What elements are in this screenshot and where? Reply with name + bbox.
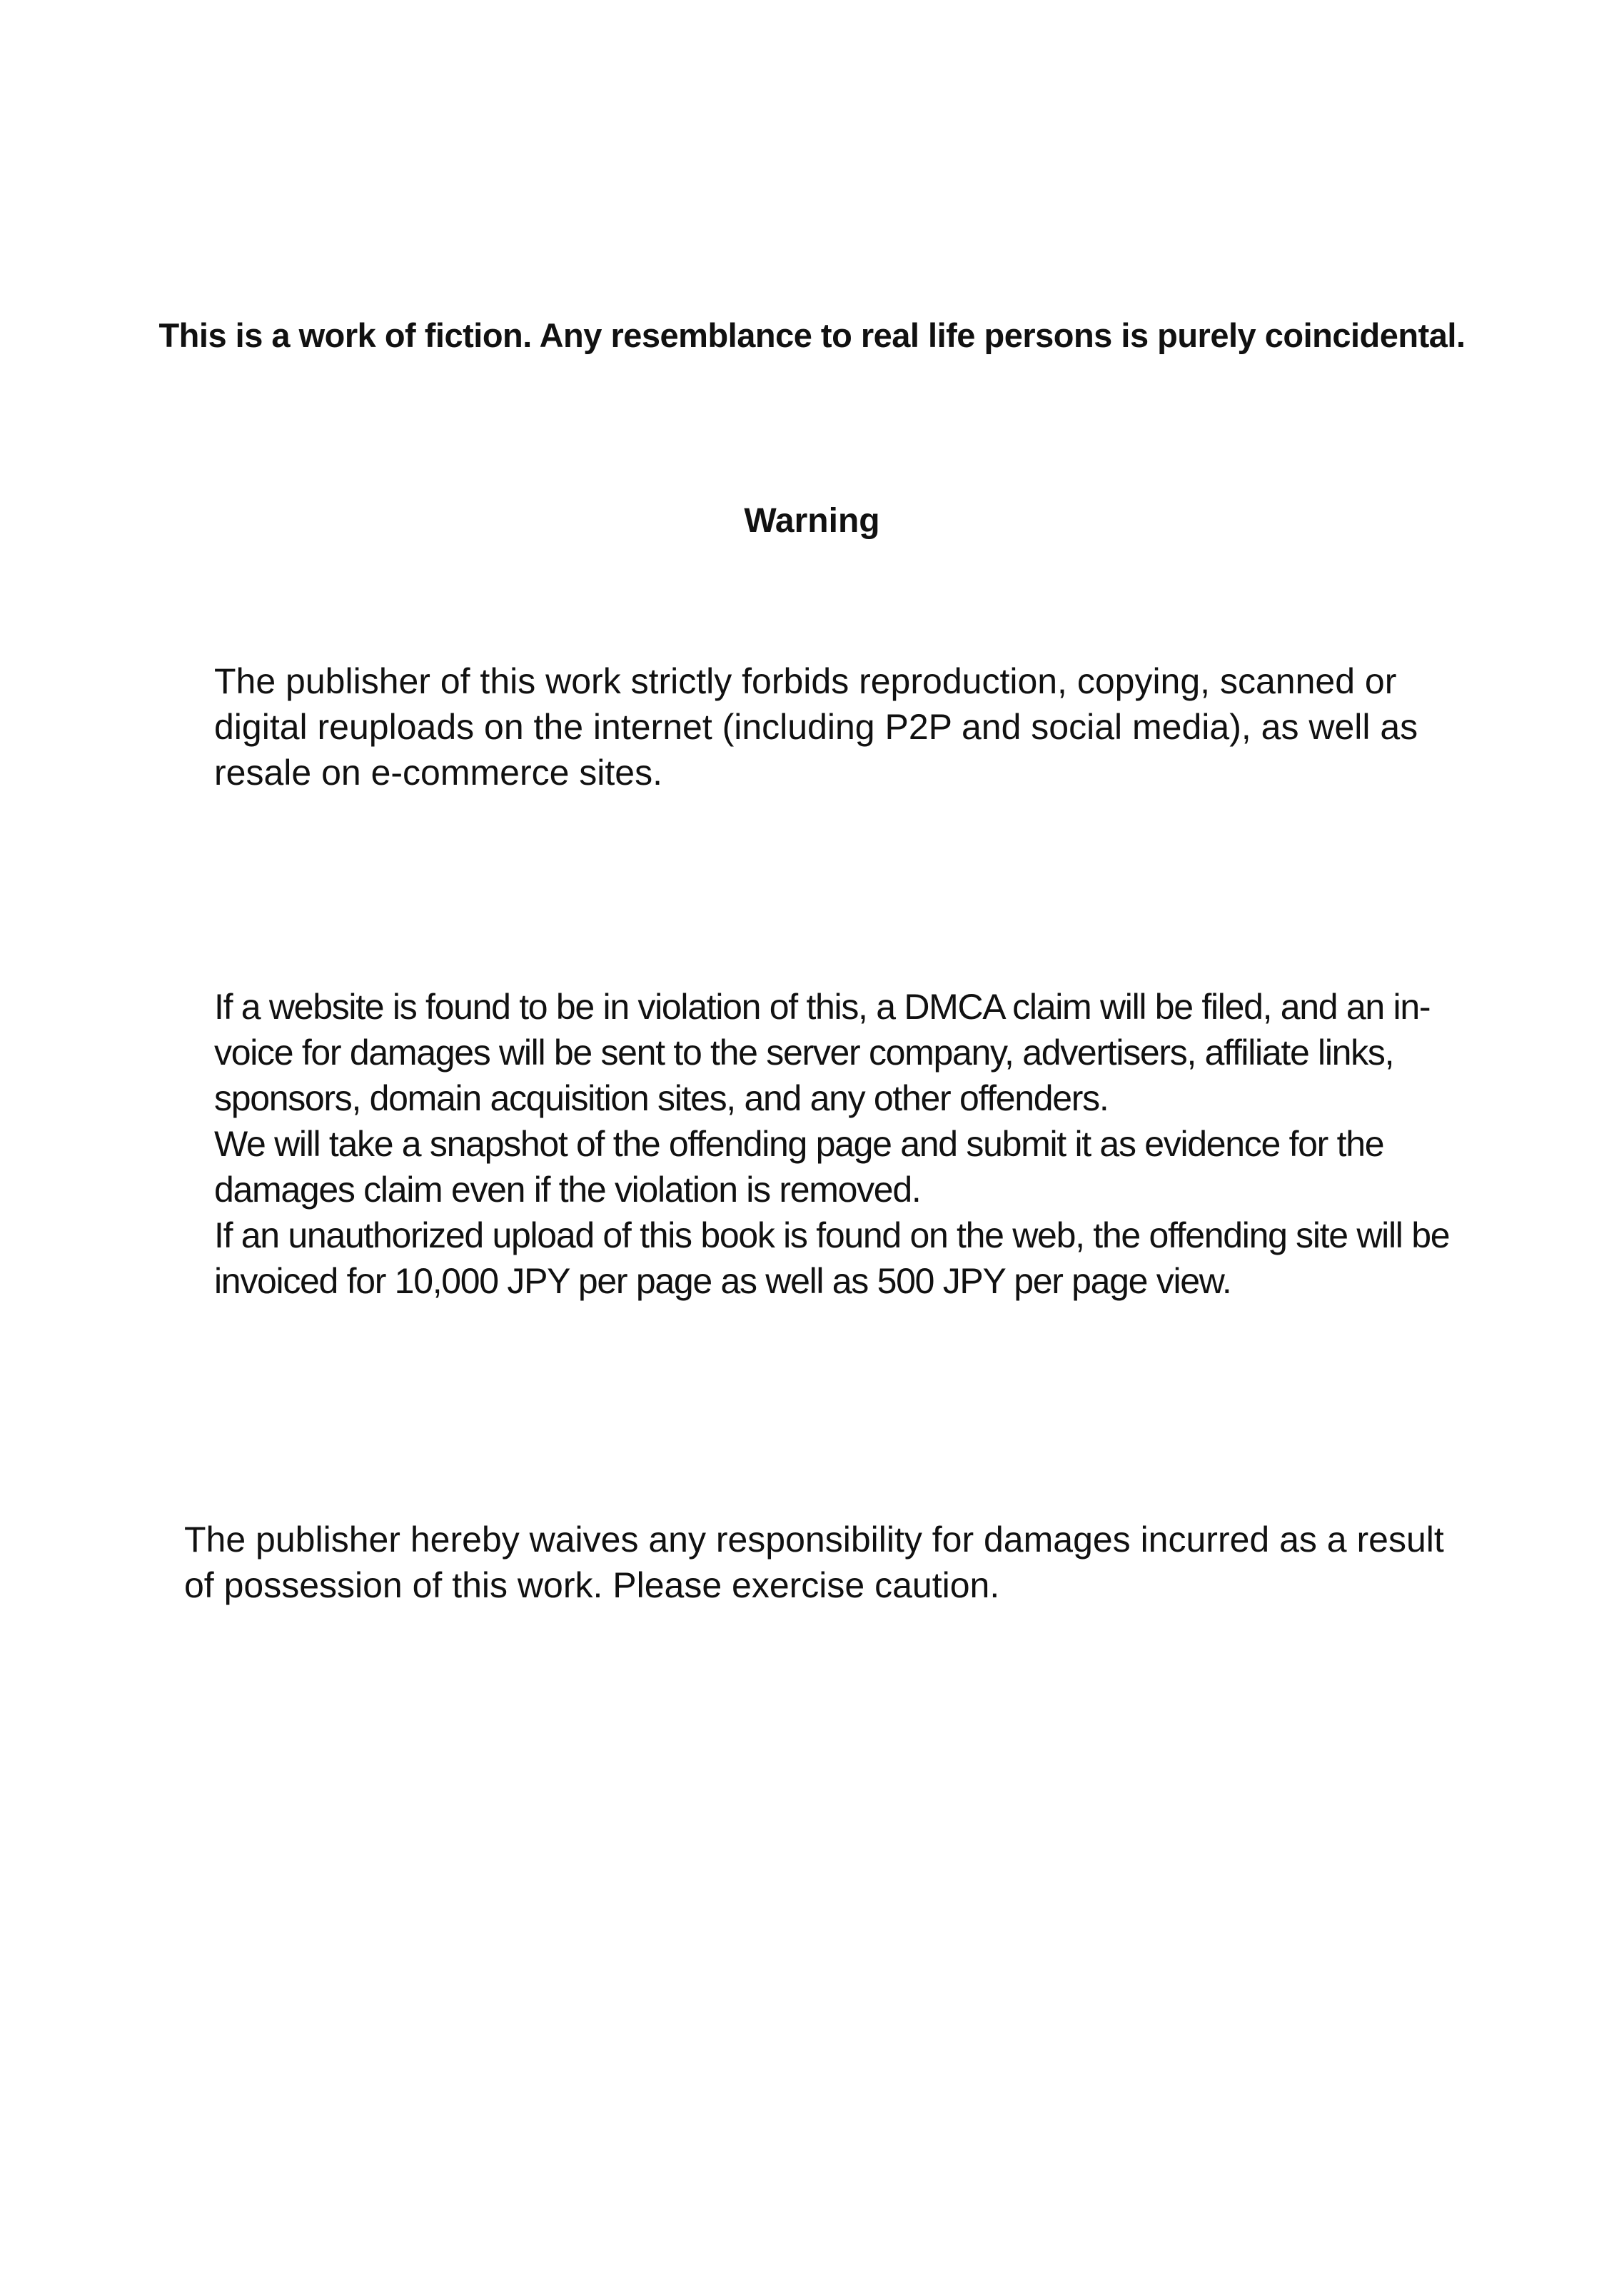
fiction-disclaimer: This is a work of fiction. Any resemblance to real life persons is purely coincidental. [158,316,1466,354]
invoice-rate-line: If an unauthorized upload of this book is found on the web, the offending site will be invoiced for 10,000 JPY per page as well as 500 JPY per page view. [214,1215,1450,1301]
snapshot-evidence-line: We will take a snapshot of the offending page and submit it as evidence for the damages claim even if the violation is removed. [214,1124,1384,1210]
violation-notice [214,984,1471,1304]
warning-heading: Warning [744,502,880,540]
liability-notice: The publisher hereby waives any responsibility for damages incurred as a result of possession of this work. Please exercise caution. [184,1520,1444,1605]
dmca-claim-line: If a website is found to be in violation of this, a DMCA claim will be filed, and an in-voice for damages will be sent to the server company, advertisers, affiliate links, sponsors, domain acquisition sites, and any other offenders. [214,987,1431,1118]
reproduction-notice: The publisher of this work strictly forbids reproduction, copying, scanned or digital reuploads on the internet (including P2P and social media), as well as resale on e-commerce sites. [214,661,1418,793]
